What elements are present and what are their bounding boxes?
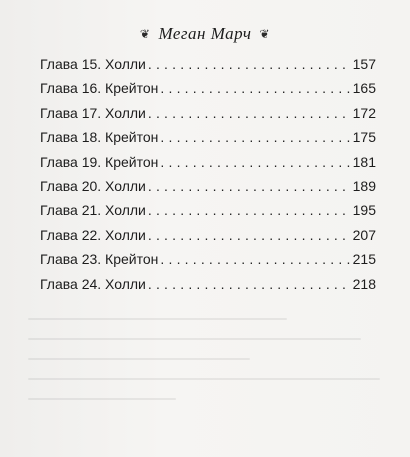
leader-dots (160, 80, 350, 96)
leader-dots (160, 129, 350, 145)
chapter-title: Глава 16. Крейтон (40, 80, 159, 97)
show-through-text (28, 300, 398, 450)
leader-dots (148, 276, 351, 292)
page-number: 172 (352, 104, 376, 121)
chapter-title: Глава 22. Холли (40, 226, 146, 243)
toc-entry (40, 80, 376, 104)
table-of-contents (40, 56, 376, 300)
left-ornament-icon: ❦ (139, 26, 151, 41)
leader-dots (160, 251, 350, 267)
leader-dots (148, 105, 351, 121)
toc-entry (40, 227, 376, 251)
page-number: 195 (352, 202, 376, 219)
page-number: 181 (352, 153, 376, 170)
page-number: 157 (352, 56, 376, 72)
toc-entry (40, 105, 376, 129)
page-number: 207 (352, 226, 376, 243)
toc-entry (40, 251, 376, 275)
chapter-title: Глава 21. Холли (40, 202, 146, 219)
chapter-title: Глава 24. Холли (40, 275, 146, 292)
author-name: Меган Марч (158, 24, 252, 43)
leader-dots (148, 227, 351, 243)
toc-entry (40, 178, 376, 202)
leader-dots (148, 56, 351, 72)
page-number: 215 (352, 251, 376, 268)
toc-entry (40, 202, 376, 226)
toc-entry (40, 276, 376, 300)
chapter-title: Глава 23. Крейтон (40, 251, 159, 268)
page-number: 189 (352, 177, 376, 194)
page-number: 165 (352, 80, 376, 97)
chapter-title: Глава 20. Холли (40, 177, 146, 194)
page-number: 218 (352, 275, 376, 292)
toc-entry (40, 154, 376, 178)
leader-dots (148, 178, 351, 194)
toc-entry (40, 129, 376, 153)
leader-dots (160, 154, 350, 170)
chapter-title: Глава 15. Холли (40, 56, 146, 72)
chapter-title: Глава 17. Холли (40, 104, 146, 121)
running-header (0, 24, 410, 44)
page-number: 175 (352, 129, 376, 146)
chapter-title: Глава 18. Крейтон (40, 129, 159, 146)
right-ornament-icon: ❦ (259, 26, 271, 41)
toc-entry (40, 56, 376, 80)
chapter-title: Глава 19. Крейтон (40, 153, 159, 170)
leader-dots (148, 202, 351, 218)
